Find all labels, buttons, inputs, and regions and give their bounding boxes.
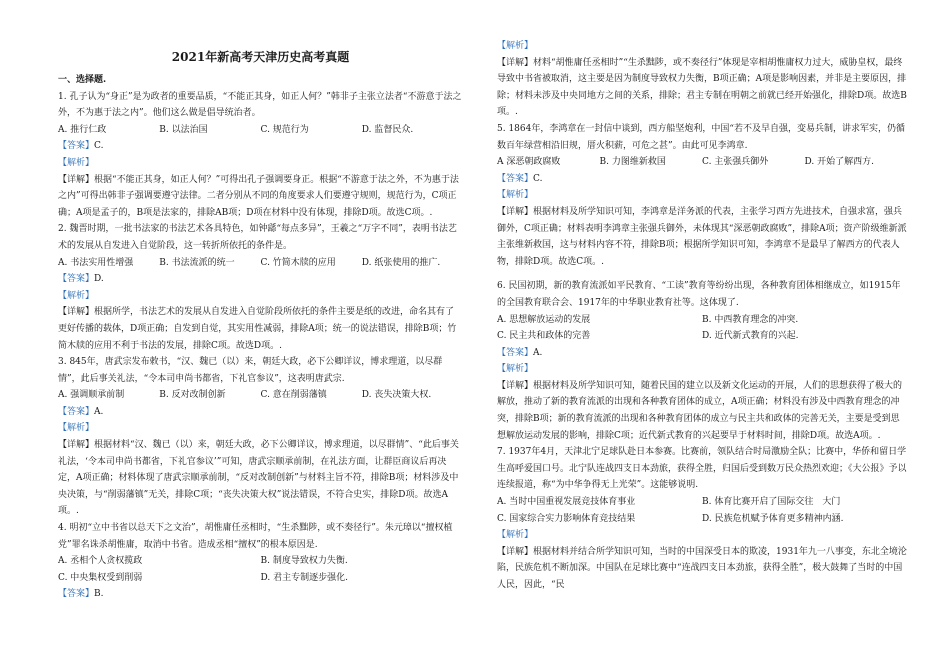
options [58, 553, 463, 586]
option-b: B. 力图维新救国 [599, 157, 666, 168]
option-c: C. 中央集权受到削弱 [58, 572, 143, 583]
options [497, 494, 907, 527]
page-title: 2021年新高考天津历史高考真题 [171, 50, 350, 64]
answer-value: A. [94, 406, 104, 417]
detail-tag: 【详解】 [497, 546, 534, 557]
option-a: A. 当时中国重视发展竞技体育事业 [497, 497, 636, 508]
detail-tag: 【详解】 [497, 380, 534, 391]
option-d: D. 君主专制逐步强化. [260, 572, 348, 583]
answer-value: C. [533, 173, 543, 184]
question-stem: 1. 孔子认为“身正”是为政者的重要品质，“不能正其身，如正人何？”韩非子主张立法者“不游意于法之外，不为惠于法之内”。他们这么做是倡导统治者。 [58, 91, 462, 119]
option-d: D. 民族危机赋予体育更多精神内涵. [702, 513, 844, 524]
option-b: B. 中西教育理念的冲突. [702, 314, 799, 325]
question-7 [497, 444, 907, 593]
detail-paragraph [497, 55, 907, 121]
option-d: D. 监督民众. [361, 124, 414, 135]
spacer [497, 270, 907, 278]
option-c: C. 国家综合实力影响体育竞技结果 [497, 513, 636, 524]
option-b: B. 反对改制创新 [159, 390, 226, 401]
question-5 [497, 121, 907, 270]
analysis-tag: 【解析】 [58, 290, 95, 301]
answer-value: A. [533, 347, 543, 358]
detail-tag: 【详解】 [497, 57, 534, 68]
option-c: C. 规范行为 [260, 124, 309, 135]
option-b: B. 书法流派的统一 [159, 257, 235, 268]
answer-tag: 【答案】 [497, 173, 534, 184]
answer-line [497, 345, 907, 362]
question-2 [58, 221, 463, 354]
answer-value: B. [94, 589, 104, 600]
answer-tag: 【答案】 [58, 274, 95, 285]
detail-text: 根据“不能正其身，如正人何？”可得出孔子强调要身正。根据“不游意于法之外，不为惠于法之内”可得出韩非子强调要遵守法律。二者分别从不同的角度要求人们要遵守规则，规范行为，C项正确；A项是孟子的，B项是法家的，排除AB项；D项在材料中没有体现，排除D项。故选C项。. [58, 174, 459, 218]
option-c: C. 意在削弱藩镇 [260, 390, 327, 401]
answer-value: D. [94, 274, 104, 285]
detail-paragraph [58, 304, 463, 354]
detail-text: 材料“胡惟庸任丞相时”“生杀黜陟，或不奏径行”体现是宰相胡惟庸权力过大，威胁皇权，最终导致中书省被取消，这主要是因为制度导致权力失衡，B项正确；A项是影响因素，并非是主要原因，排除；材料未涉及中央同地方之间的关系，排除；君主专制在明朝之前就已经开始强化，排除D项。故选B项。. [497, 57, 907, 118]
detail-text: 根据材料及所学知识可知，李鸿章是洋务派的代表，主张学习西方先进技术，自强求富，强兵御外，C项正确；材料表明李鸿章主张强兵御外，未体现其“深恶朝政腐败”，排除A项；资产阶级维新派主张维新救国，这与材料内容不符，排除B项；根据所学知识可知，李鸿章不是最早了解西方的代表人物，排除D项。故选C项。. [497, 206, 907, 267]
option-a: A 深恶朝政腐败 [497, 157, 561, 168]
question-3 [58, 354, 463, 520]
option-a: A. 书法实用性增强 [58, 257, 134, 268]
question-1 [58, 89, 463, 222]
option-a: A. 丞相个人贪权揽政 [58, 556, 143, 567]
options [497, 312, 907, 345]
detail-tag: 【详解】 [58, 174, 95, 185]
detail-text: 根据材料“汉、魏已（以）来，朝廷大政，必下公卿详议，博求理道，以尽群情”、“此后事关礼法，‘令本司申尚书都省，下礼官参议’”可知，唐武宗顺承前制，在礼法方面，让群臣商议后再决定，A项正确；材料体现了唐武宗顺承前制，“反对改制创新”与材料主旨不符，排除B项；材料涉及中央决策，与“削弱藩镇”无关，排除C项；“丧失决策大权”说法错误，不符合史实，排除D项。故选A项。. [58, 440, 459, 517]
detail-text: 根据材料及所学知识可知，随着民国的建立以及新文化运动的开展，人们的思想获得了极大的解放，推动了新的教育流派的出现和各种教育团体的成立，A项正确；材料没有涉及中西教育理念的冲突，排除B项；新的教育流派的出现和各种教育团体的成立与民主共和政体的完善无关，主要是受到思想解放运动发展的影响，排除C项；近代新式教育的兴起要早于材料时间，排除D项。故选A项。. [497, 380, 903, 441]
option-d: D. 丧失决策大权. [361, 390, 432, 401]
detail-paragraph [58, 437, 463, 520]
option-a: A. 强调顺承前制 [58, 390, 125, 401]
option-c: C. 竹简木牍的应用 [260, 257, 336, 268]
option-c: C. 民主共和政体的完善 [497, 331, 591, 342]
answer-tag: 【答案】 [58, 141, 95, 152]
option-a: A. 思想解放运动的发展 [497, 314, 591, 325]
option-d: D. 近代新式教育的兴起. [702, 331, 799, 342]
detail-paragraph [497, 204, 907, 270]
left-column [58, 48, 463, 603]
options [58, 255, 463, 272]
analysis-tag: 【解析】 [497, 190, 534, 201]
answer-line [58, 404, 463, 421]
option-d: D. 纸张使用的推广. [361, 257, 441, 268]
option-b: B. 体育比赛开启了国际交往 大门 [702, 497, 841, 508]
answer-tag: 【答案】 [58, 589, 95, 600]
analysis-tag: 【解析】 [58, 157, 95, 168]
question-stem: 7. 1937年4月，天津北宁足球队赴日本参赛。比赛前，领队结合时局激励全队；比赛中，华侨和留日学生高呼爱国口号。北宁队连战四支日本劲旅，获得全胜，归国后受到数万民众热烈欢迎；《大公报》予以连续报道，称“为中华争得无上光荣”。这能够说明. [497, 447, 907, 491]
analysis-tag: 【解析】 [497, 364, 534, 375]
question-4 [58, 520, 463, 603]
detail-text: 根据材料并结合所学知识可知，当时的中国深受日本的欺凌，1931年九一八事变，东北全境沦陷，民族危机不断加深。中国队在足球比赛中“连战四支日本劲旅，获得全胜”，极大鼓舞了当时的中国人民，因此，“民 [497, 546, 907, 590]
analysis-tag: 【解析】 [58, 423, 95, 434]
answer-value: C. [94, 141, 104, 152]
section-heading: 一、选择题. [58, 75, 107, 85]
question-stem: 4. 明初“立中书省以总天下之文治”，胡惟庸任丞相时，“生杀黜陟，或不奏径行”。朱元璋以“擅权植党”罪名诛杀胡惟庸，取消中书省。造成丞相“擅权”的根本原因是. [58, 523, 453, 550]
option-b: B. 以法治国 [159, 124, 208, 135]
question-stem: 2. 魏晋时期，一批书法家的书法艺术各具特色，如钟繇“每点多异”，王羲之“万字不同”，表明书法艺术的发展从自发进入自觉阶段，这一转折所依托的条件是。 [58, 224, 457, 251]
detail-paragraph [58, 172, 463, 222]
detail-paragraph [497, 544, 907, 594]
analysis-tag: 【解析】 [497, 41, 534, 51]
question-stem: 5. 1864年，李鸿章在一封信中谈到，西方船坚炮利，中国“若不及早自强，变易兵制，讲求军实，仍循数百年绿营相沿旧规，厝火积薪，可危之甚”。由此可见李鸿章. [497, 123, 905, 151]
options [58, 122, 463, 139]
detail-tag: 【详解】 [58, 307, 95, 318]
options [497, 154, 907, 171]
answer-line [497, 171, 907, 188]
answer-line [58, 271, 463, 288]
detail-text: 根据所学，书法艺术的发展从自发进入自觉阶段所依托的条件主要是纸的改进，命名其有了更好传播的载体，D项正确；自发到自觉，其实用性减弱，排除A项；统一的说法错误，排除B项；竹简木牍的应用不利于书法的发展，排除C项。故选D项。. [58, 307, 457, 351]
question-stem: 6. 民国初期，新的教育流派如平民教育、“工读”教育等纷纷出现，各种教育团体相继成立，如1915年的全国教育联合会、1917年的中华职业教育社等。这体现了. [497, 281, 901, 308]
question-stem: 3. 845年，唐武宗发布敕书，“汉、魏已（以）来，朝廷大政，必下公卿详议，博求理道，以尽群情”，此后事关礼法，“令本司申尚书都省，下礼官参议”，这表明唐武宗. [58, 357, 443, 384]
detail-tag: 【详解】 [58, 440, 95, 451]
detail-tag: 【详解】 [497, 206, 534, 217]
option-c: C. 主张强兵御外 [702, 157, 769, 168]
right-column [497, 38, 907, 594]
question-6 [497, 278, 907, 444]
option-d: D. 开始了解西方. [804, 157, 874, 168]
options [58, 387, 463, 404]
option-b: B. 制度导致权力失衡. [260, 556, 348, 567]
option-a: A. 推行仁政 [58, 124, 107, 135]
answer-line [58, 138, 463, 155]
detail-paragraph [497, 378, 907, 444]
answer-tag: 【答案】 [58, 406, 95, 417]
answer-line [58, 586, 463, 603]
analysis-tag: 【解析】 [497, 530, 534, 541]
answer-tag: 【答案】 [497, 347, 534, 358]
